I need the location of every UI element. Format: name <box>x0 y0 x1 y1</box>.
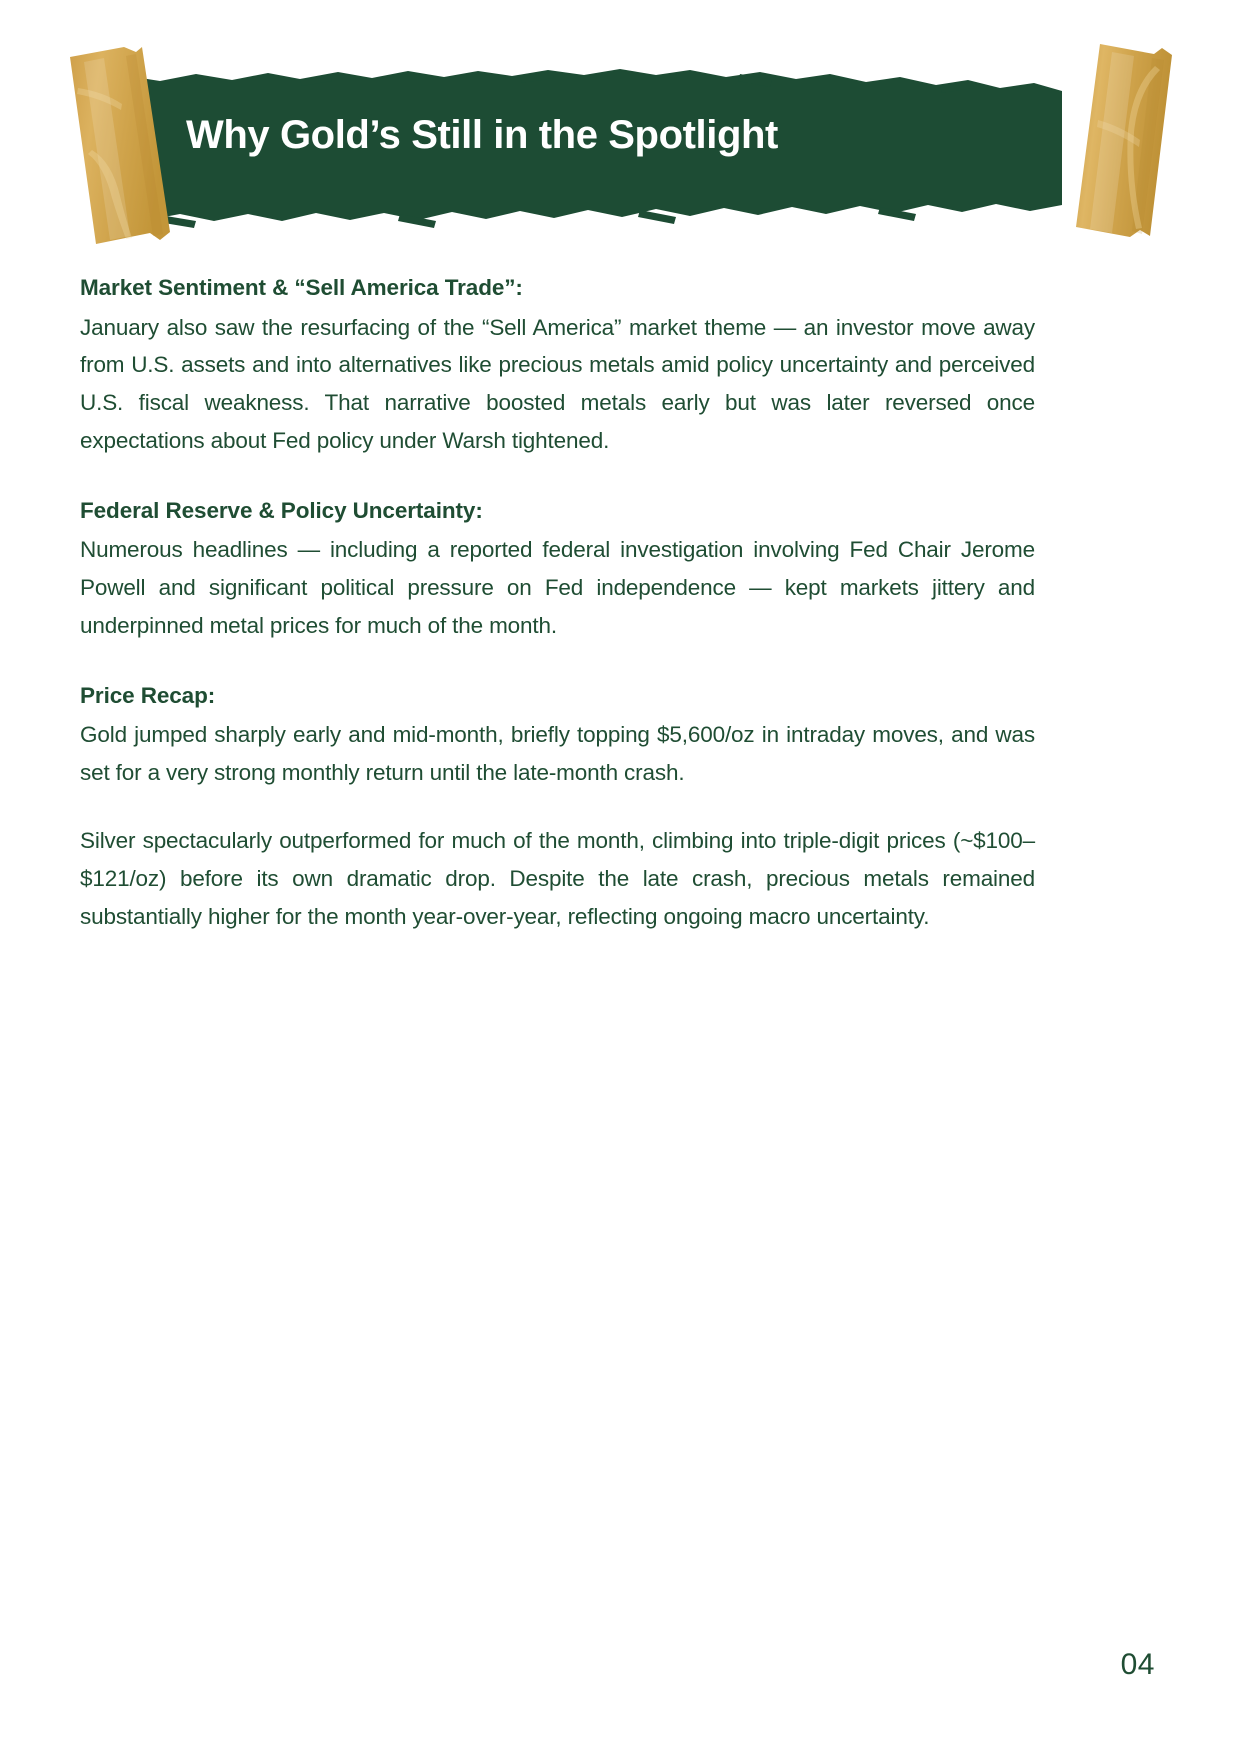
gold-tape-right <box>1076 44 1172 237</box>
section-heading: Federal Reserve & Policy Uncertainty: <box>80 497 483 523</box>
section-heading: Price Recap: <box>80 682 216 708</box>
section-price-recap <box>80 680 1035 936</box>
section-paragraph: Numerous headlines — including a reported federal investigation involving Fed Chair Jerome Powell and significant political pressure on Fed independence — kept markets jittery and underpinned metal prices for much of the month. <box>80 537 1035 639</box>
article-body <box>80 272 1035 935</box>
gold-tape-left <box>70 47 170 244</box>
section-spacer <box>80 645 1035 680</box>
page-title: Why Gold’s Still in the Spotlight <box>186 113 778 157</box>
section-paragraph: Silver spectacularly outperformed for much of the month, climbing into triple-digit prices (~$100–$121/oz) before its own dramatic drop. Despite the late crash, precious metals remained substantially higher for the month year-over-year, reflecting ongoing macro uncertainty. <box>80 828 1035 929</box>
page-number: 04 <box>1120 1648 1155 1681</box>
section-market-sentiment <box>80 272 1035 460</box>
paragraph-spacer <box>80 792 1035 822</box>
section-paragraph: Gold jumped sharply early and mid-month, briefly topping $5,600/oz in intraday moves, and was set for a very strong monthly return until the late-month crash. <box>80 722 1035 786</box>
section-paragraph: January also saw the resurfacing of the “Sell America” market theme — an investor move away from U.S. assets and into alternatives like precious metals amid policy uncertainty and perceived U.S. fiscal weakness. That narrative boosted metals early but was later reversed once expectations about Fed policy under Warsh tightened. <box>80 314 1035 454</box>
section-heading: Market Sentiment & “Sell America Trade”: <box>80 275 523 300</box>
section-spacer <box>80 460 1035 495</box>
section-federal-reserve <box>80 495 1035 645</box>
header-banner-region <box>0 0 1240 250</box>
